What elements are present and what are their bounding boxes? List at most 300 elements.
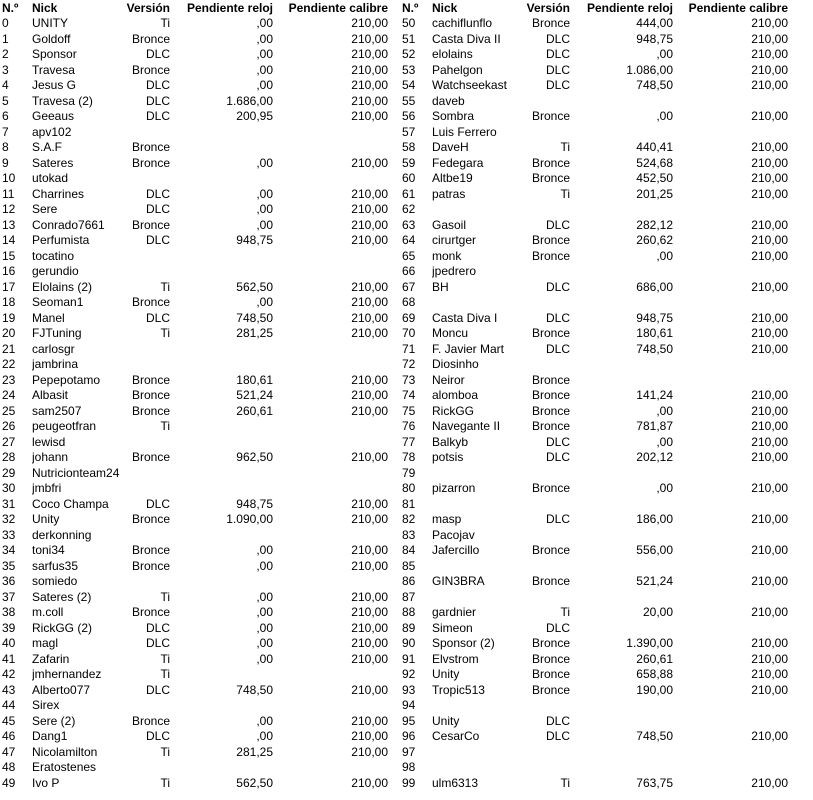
- cell-pendiente-reloj: 1.090,00: [226, 512, 273, 526]
- cell-pendiente-calibre: 210,00: [351, 217, 388, 232]
- table-row: [400, 16, 805, 32]
- cell-version: DLC: [145, 620, 170, 635]
- table-row: [0, 512, 405, 528]
- table-row: [0, 249, 405, 265]
- cell-pendiente-reloj: ,00: [256, 47, 273, 61]
- cell-pendiente-calibre: 210,00: [751, 543, 788, 557]
- cell-number: 80: [402, 481, 416, 495]
- table-row: [0, 636, 405, 652]
- cell-nick: Geeaus: [32, 109, 75, 123]
- cell-number: 84: [402, 543, 416, 557]
- cell-number: 77: [402, 434, 416, 449]
- table-row: [400, 605, 805, 621]
- cell-version: Bronce: [131, 155, 170, 170]
- table-row: [400, 714, 805, 730]
- cell-number: 23: [2, 372, 16, 387]
- cell-nick: F. Javier Mart: [432, 341, 505, 356]
- cell-number: 91: [402, 651, 416, 666]
- cell-pendiente-calibre: 210,00: [751, 155, 788, 170]
- cell-version: DLC: [145, 682, 170, 697]
- cell-nick: daveb: [432, 93, 465, 108]
- cell-version: DLC: [145, 496, 170, 511]
- header-nick: Nick: [432, 1, 458, 15]
- cell-number: 37: [2, 589, 16, 604]
- cell-nick: FJTuning: [32, 326, 82, 340]
- cell-pendiente-reloj: 260,62: [636, 233, 673, 247]
- cell-number: 64: [402, 233, 416, 247]
- table-row: [400, 683, 805, 699]
- cell-number: 66: [402, 264, 416, 278]
- cell-pendiente-calibre: 210,00: [351, 186, 388, 201]
- cell-number: 92: [402, 667, 416, 681]
- cell-pendiente-reloj: 452,50: [636, 171, 673, 185]
- cell-nick: UNITY: [32, 16, 68, 30]
- cell-nick: RickGG (2): [32, 620, 92, 635]
- cell-pendiente-reloj: ,00: [256, 651, 273, 666]
- cell-pendiente-calibre: 210,00: [351, 202, 388, 216]
- cell-version: Ti: [560, 605, 570, 619]
- cell-pendiente-calibre: 210,00: [751, 217, 788, 232]
- cell-version: Ti: [160, 279, 170, 294]
- cell-nick: RickGG: [432, 403, 474, 418]
- cell-nick: Dang1: [32, 729, 68, 743]
- header-pendiente-calibre: Pendiente calibre: [688, 1, 788, 15]
- cell-nick: Balkyb: [432, 434, 469, 449]
- table-row: [400, 760, 805, 776]
- cell-pendiente-reloj: ,00: [256, 558, 273, 573]
- cell-version: Bronce: [131, 558, 170, 573]
- cell-pendiente-reloj: ,00: [256, 62, 273, 77]
- cell-nick: toni34: [32, 543, 65, 557]
- cell-pendiente-reloj: ,00: [656, 434, 673, 449]
- table-row: [400, 528, 805, 544]
- cell-pendiente-calibre: 210,00: [751, 775, 788, 790]
- table-row: [400, 590, 805, 606]
- cell-nick: Watchseekast: [432, 78, 507, 92]
- cell-nick: Goldoff: [32, 31, 71, 46]
- cell-pendiente-calibre: 210,00: [351, 403, 388, 418]
- header-pendiente-reloj: Pendiente reloj: [186, 1, 273, 15]
- cell-nick: elolains: [432, 47, 473, 61]
- cell-version: DLC: [545, 434, 570, 449]
- cell-number: 59: [402, 155, 416, 170]
- cell-nick: gardnier: [432, 605, 477, 619]
- cell-pendiente-calibre: 210,00: [351, 388, 388, 402]
- cell-version: Ti: [560, 140, 570, 154]
- table-row: [0, 667, 405, 683]
- cell-pendiente-reloj: 20,00: [642, 605, 673, 619]
- cell-nick: potsis: [432, 450, 464, 464]
- cell-pendiente-calibre: 210,00: [751, 171, 788, 185]
- cell-number: 49: [2, 775, 16, 790]
- cell-number: 76: [402, 419, 416, 433]
- cell-version: Bronce: [131, 450, 170, 464]
- cell-number: 78: [402, 450, 416, 464]
- table-row: [0, 63, 405, 79]
- cell-version: DLC: [545, 78, 570, 92]
- cell-nick: Sombra: [432, 109, 475, 123]
- header-number: N.º: [2, 1, 19, 15]
- table-row: [400, 543, 805, 559]
- cell-pendiente-reloj: ,00: [656, 403, 673, 418]
- cell-version: Bronce: [531, 16, 570, 30]
- cell-number: 43: [2, 682, 16, 697]
- table-row: [400, 32, 805, 48]
- cell-number: 41: [2, 651, 16, 666]
- cell-pendiente-calibre: 210,00: [751, 233, 788, 247]
- table-row: [0, 776, 405, 792]
- cell-version: Ti: [560, 186, 570, 201]
- cell-number: 83: [402, 527, 416, 542]
- cell-version: Bronce: [531, 155, 570, 170]
- cell-pendiente-calibre: 210,00: [751, 729, 788, 743]
- cell-version: DLC: [545, 713, 570, 728]
- cell-nick: pizarron: [432, 481, 476, 495]
- cell-version: Bronce: [531, 326, 570, 340]
- cell-pendiente-calibre: 210,00: [351, 729, 388, 743]
- cell-number: 31: [2, 496, 16, 511]
- cell-pendiente-calibre: 210,00: [751, 109, 788, 123]
- header-version: Versión: [126, 1, 170, 15]
- cell-version: Ti: [160, 667, 170, 681]
- cell-nick: gerundio: [32, 264, 79, 278]
- cell-nick: Travesa (2): [32, 93, 93, 108]
- cell-number: 40: [2, 636, 16, 650]
- table-row: [400, 497, 805, 513]
- cell-version: Ti: [160, 589, 170, 604]
- table-row: [400, 357, 805, 373]
- table-row: [0, 264, 405, 280]
- cell-number: 96: [402, 729, 416, 743]
- table-row: [0, 574, 405, 590]
- cell-pendiente-reloj: ,00: [256, 31, 273, 46]
- cell-nick: johann: [32, 450, 69, 464]
- cell-nick: GIN3BRA: [432, 574, 485, 588]
- cell-version: DLC: [545, 620, 570, 635]
- cell-pendiente-calibre: 210,00: [751, 310, 788, 325]
- cell-version: DLC: [145, 186, 170, 201]
- cell-nick: Zafarin: [32, 651, 70, 666]
- cell-number: 72: [402, 357, 416, 371]
- cell-pendiente-calibre: 210,00: [351, 450, 388, 464]
- cell-nick: S.A.F: [32, 140, 63, 154]
- cell-pendiente-reloj: 763,75: [636, 775, 673, 790]
- cell-number: 56: [402, 109, 416, 123]
- cell-version: Bronce: [531, 109, 570, 123]
- cell-number: 7: [2, 124, 9, 139]
- cell-nick: Moncu: [432, 326, 469, 340]
- cell-version: DLC: [545, 729, 570, 743]
- cell-pendiente-calibre: 210,00: [751, 16, 788, 30]
- cell-version: DLC: [145, 233, 170, 247]
- table-row: [0, 125, 405, 141]
- cell-nick: jambrina: [32, 357, 79, 371]
- cell-number: 65: [402, 248, 416, 263]
- cell-number: 88: [402, 605, 416, 619]
- cell-number: 16: [2, 264, 16, 278]
- cell-pendiente-calibre: 210,00: [751, 450, 788, 464]
- cell-version: Ti: [160, 419, 170, 433]
- cell-nick: Gasoil: [432, 217, 467, 232]
- cell-number: 94: [402, 698, 416, 712]
- table-row: [0, 326, 405, 342]
- cell-number: 47: [2, 744, 16, 759]
- table-row: [0, 419, 405, 435]
- cell-version: Ti: [160, 775, 170, 790]
- cell-number: 79: [402, 465, 416, 480]
- cell-pendiente-reloj: 748,50: [636, 78, 673, 92]
- cell-number: 81: [402, 496, 416, 511]
- cell-number: 99: [402, 775, 416, 790]
- cell-number: 74: [402, 388, 416, 402]
- cell-version: DLC: [145, 202, 170, 216]
- table-row: [0, 745, 405, 761]
- cell-version: Bronce: [131, 295, 170, 309]
- cell-pendiente-reloj: 748,50: [236, 310, 273, 325]
- table-row: [0, 450, 405, 466]
- cell-number: 8: [2, 140, 9, 154]
- cell-number: 36: [2, 574, 16, 588]
- table-row: [400, 218, 805, 234]
- cell-version: Bronce: [531, 419, 570, 433]
- cell-number: 28: [2, 450, 16, 464]
- cell-pendiente-reloj: 948,75: [236, 233, 273, 247]
- cell-pendiente-reloj: ,00: [256, 78, 273, 92]
- cell-nick: Unity: [432, 713, 460, 728]
- cell-version: Ti: [160, 651, 170, 666]
- table-row: [0, 729, 405, 745]
- cell-number: 87: [402, 589, 416, 604]
- table-row: [0, 109, 405, 125]
- cell-pendiente-reloj: 180,61: [636, 326, 673, 340]
- cell-number: 44: [2, 698, 16, 712]
- cell-pendiente-calibre: 210,00: [351, 233, 388, 247]
- cell-number: 85: [402, 558, 416, 573]
- table-row: [400, 171, 805, 187]
- cell-number: 89: [402, 620, 416, 635]
- cell-nick: Sateres (2): [32, 589, 92, 604]
- cell-nick: lewisd: [32, 434, 66, 449]
- cell-nick: cachiflunflo: [432, 16, 493, 30]
- cell-nick: utokad: [32, 171, 69, 185]
- right-table-body: [400, 16, 805, 791]
- cell-version: Bronce: [531, 388, 570, 402]
- cell-number: 70: [402, 326, 416, 340]
- table-row: [400, 636, 805, 652]
- cell-nick: Albasit: [32, 388, 69, 402]
- cell-pendiente-calibre: 210,00: [351, 605, 388, 619]
- cell-version: Ti: [160, 326, 170, 340]
- cell-nick: apv102: [32, 124, 72, 139]
- header-number: N.º: [402, 1, 419, 15]
- cell-number: 55: [402, 93, 416, 108]
- cell-version: Bronce: [131, 31, 170, 46]
- cell-number: 21: [2, 341, 16, 356]
- cell-number: 86: [402, 574, 416, 588]
- cell-number: 82: [402, 512, 416, 526]
- cell-nick: Alberto077: [32, 682, 91, 697]
- cell-number: 73: [402, 372, 416, 387]
- cell-number: 13: [2, 217, 16, 232]
- cell-nick: alomboa: [432, 388, 479, 402]
- cell-pendiente-reloj: 748,50: [636, 729, 673, 743]
- cell-version: DLC: [545, 31, 570, 46]
- cell-pendiente-calibre: 210,00: [751, 279, 788, 294]
- cell-nick: derkonning: [32, 527, 92, 542]
- cell-number: 0: [2, 16, 9, 30]
- cell-pendiente-calibre: 210,00: [751, 605, 788, 619]
- cell-pendiente-calibre: 210,00: [751, 574, 788, 588]
- cell-pendiente-reloj: 281,25: [236, 744, 273, 759]
- table-row: [400, 140, 805, 156]
- table-row: [0, 543, 405, 559]
- cell-pendiente-reloj: ,00: [656, 47, 673, 61]
- cell-nick: Pahelgon: [432, 62, 483, 77]
- cell-version: Bronce: [531, 372, 570, 387]
- table-row: [0, 47, 405, 63]
- table-row: [0, 202, 405, 218]
- cell-version: Bronce: [131, 713, 170, 728]
- cell-number: 38: [2, 605, 16, 619]
- table-row: [400, 202, 805, 218]
- cell-version: Bronce: [131, 605, 170, 619]
- cell-nick: Neiror: [432, 372, 465, 387]
- cell-pendiente-reloj: 201,25: [636, 186, 673, 201]
- cell-number: 68: [402, 295, 416, 309]
- cell-nick: Conrado7661: [32, 217, 105, 232]
- cell-pendiente-reloj: 186,00: [636, 512, 673, 526]
- cell-pendiente-calibre: 210,00: [351, 496, 388, 511]
- header-row: [400, 0, 805, 16]
- cell-nick: peugeotfran: [32, 419, 97, 433]
- cell-number: 75: [402, 403, 416, 418]
- cell-version: Bronce: [131, 140, 170, 154]
- cell-pendiente-reloj: ,00: [656, 248, 673, 263]
- cell-number: 17: [2, 279, 16, 294]
- table-row: [400, 404, 805, 420]
- table-row: [400, 512, 805, 528]
- cell-pendiente-calibre: 210,00: [751, 47, 788, 61]
- cell-nick: Eratostenes: [32, 760, 97, 774]
- cell-nick: jmhernandez: [32, 667, 102, 681]
- table-row: [400, 311, 805, 327]
- cell-pendiente-calibre: 210,00: [351, 78, 388, 92]
- cell-number: 51: [402, 31, 416, 46]
- table-row: [400, 156, 805, 172]
- table-row: [0, 652, 405, 668]
- cell-version: Ti: [560, 775, 570, 790]
- cell-pendiente-reloj: 962,50: [236, 450, 273, 464]
- table-row: [400, 233, 805, 249]
- cell-pendiente-calibre: 210,00: [751, 651, 788, 666]
- cell-number: 22: [2, 357, 16, 371]
- cell-pendiente-reloj: 781,87: [636, 419, 673, 433]
- cell-pendiente-calibre: 210,00: [751, 667, 788, 681]
- cell-nick: Sponsor (2): [432, 636, 495, 650]
- cell-nick: CesarCo: [432, 729, 480, 743]
- cell-pendiente-reloj: 141,24: [636, 388, 673, 402]
- cell-version: Bronce: [531, 682, 570, 697]
- cell-version: Bronce: [131, 388, 170, 402]
- cell-nick: BH: [432, 279, 449, 294]
- cell-number: 19: [2, 310, 16, 325]
- table-row: [400, 652, 805, 668]
- cell-pendiente-reloj: 948,75: [636, 31, 673, 46]
- cell-pendiente-reloj: ,00: [256, 217, 273, 232]
- cell-version: Bronce: [531, 651, 570, 666]
- cell-number: 14: [2, 233, 16, 247]
- table-row: [0, 280, 405, 296]
- cell-number: 54: [402, 78, 416, 92]
- table-row: [400, 466, 805, 482]
- cell-version: DLC: [145, 109, 170, 123]
- cell-number: 53: [402, 62, 416, 77]
- cell-number: 61: [402, 186, 416, 201]
- cell-pendiente-calibre: 210,00: [351, 16, 388, 30]
- cell-pendiente-reloj: 282,12: [636, 217, 673, 232]
- cell-version: Bronce: [531, 233, 570, 247]
- table-row: [0, 373, 405, 389]
- cell-pendiente-calibre: 210,00: [351, 109, 388, 123]
- cell-number: 62: [402, 202, 416, 216]
- left-table: [0, 0, 405, 791]
- cell-number: 30: [2, 481, 16, 495]
- cell-nick: Casta Diva II: [432, 31, 501, 46]
- cell-pendiente-calibre: 210,00: [751, 388, 788, 402]
- table-row: [0, 760, 405, 776]
- cell-version: DLC: [545, 512, 570, 526]
- cell-version: Bronce: [531, 574, 570, 588]
- cell-pendiente-calibre: 210,00: [751, 419, 788, 433]
- cell-number: 20: [2, 326, 16, 340]
- table-row: [0, 590, 405, 606]
- cell-pendiente-reloj: 521,24: [236, 388, 273, 402]
- cell-number: 57: [402, 124, 416, 139]
- cell-version: Bronce: [531, 481, 570, 495]
- table-row: [0, 714, 405, 730]
- cell-pendiente-calibre: 210,00: [751, 636, 788, 650]
- cell-version: Ti: [160, 744, 170, 759]
- cell-pendiente-reloj: 190,00: [636, 682, 673, 697]
- cell-nick: patras: [432, 186, 466, 201]
- cell-number: 63: [402, 217, 416, 232]
- table-row: [0, 466, 405, 482]
- cell-nick: Elvstrom: [432, 651, 479, 666]
- cell-number: 4: [2, 78, 9, 92]
- cell-pendiente-reloj: ,00: [256, 202, 273, 216]
- header-nick: Nick: [32, 1, 58, 15]
- cell-version: Bronce: [531, 543, 570, 557]
- cell-version: Bronce: [531, 248, 570, 263]
- cell-number: 58: [402, 140, 416, 154]
- cell-pendiente-calibre: 210,00: [351, 512, 388, 526]
- cell-nick: monk: [432, 248, 462, 263]
- table-row: [0, 140, 405, 156]
- cell-pendiente-reloj: 260,61: [236, 403, 273, 418]
- cell-pendiente-calibre: 210,00: [751, 512, 788, 526]
- cell-pendiente-calibre: 210,00: [351, 93, 388, 108]
- cell-number: 45: [2, 713, 16, 728]
- cell-pendiente-calibre: 210,00: [351, 310, 388, 325]
- table-row: [0, 559, 405, 575]
- table-row: [0, 698, 405, 714]
- cell-pendiente-calibre: 210,00: [751, 341, 788, 356]
- cell-number: 24: [2, 388, 16, 402]
- cell-number: 46: [2, 729, 16, 743]
- cell-nick: Nicolamilton: [32, 744, 98, 759]
- cell-nick: Unity: [432, 667, 460, 681]
- cell-pendiente-reloj: ,00: [256, 589, 273, 604]
